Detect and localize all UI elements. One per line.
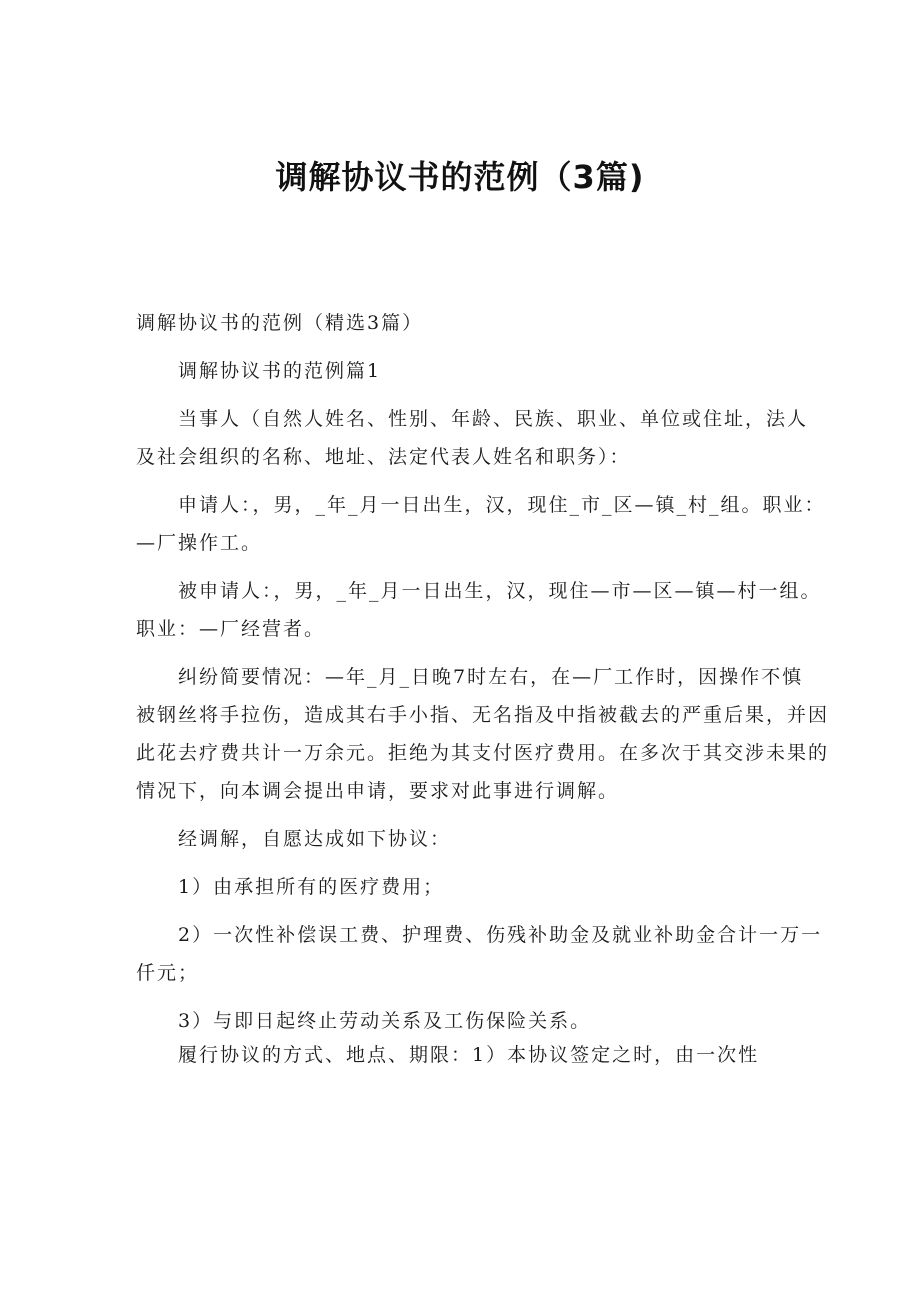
document-body bbox=[136, 304, 830, 1074]
paragraph-line: 履行协议的方式、地点、期限：1）本协议签定之时，由一次性 bbox=[178, 1044, 760, 1066]
paragraph-line: 此花去疗费共计一万余元。拒绝为其支付医疗费用。在多次于其交涉未果的 bbox=[136, 742, 830, 764]
paragraph-line: 被申请人：，男，_年_月一日出生，汉，现住—市—区—镇—村一组。 bbox=[178, 580, 822, 602]
paragraph-line: 纠纷简要情况：—年_月_日晚7时左右，在—厂工作时，因操作不慎 bbox=[178, 666, 804, 688]
paragraph-line: 情况下，向本调会提出申请，要求对此事进行调解。 bbox=[136, 780, 620, 802]
document-title: 调解协议书的范例（3篇) bbox=[275, 158, 645, 196]
paragraph-line: 申请人：，男，_年_月一日出生，汉，现住_市_区—镇_村_组。职业： bbox=[178, 494, 826, 516]
list-item: 1）由承担所有的医疗费用； bbox=[178, 876, 445, 898]
paragraph-line: —厂操作工。 bbox=[136, 532, 263, 554]
list-item-continuation: 仟元； bbox=[136, 962, 200, 984]
paragraph-line: 被钢丝将手拉伤，造成其右手小指、无名指及中指被截去的严重后果，并因 bbox=[136, 704, 830, 726]
list-item: 2）一次性补偿误工费、护理费、伤残补助金及就业补助金合计一万一 bbox=[178, 924, 823, 946]
list-item: 3）与即日起终止劳动关系及工伤保险关系。 bbox=[178, 1010, 592, 1032]
subtitle-line: 调解协议书的范例（精选3篇） bbox=[136, 312, 424, 334]
section-heading: 调解协议书的范例篇1 bbox=[178, 360, 382, 382]
paragraph-line: 经调解，自愿达成如下协议： bbox=[178, 828, 452, 850]
paragraph-line: 职业：—厂经营者。 bbox=[136, 618, 326, 640]
paragraph-line: 当事人（自然人姓名、性别、年龄、民族、职业、单位或住址，法人 bbox=[178, 408, 809, 430]
paragraph-line: 及社会组织的名称、地址、法定代表人姓名和职务）： bbox=[136, 446, 631, 468]
